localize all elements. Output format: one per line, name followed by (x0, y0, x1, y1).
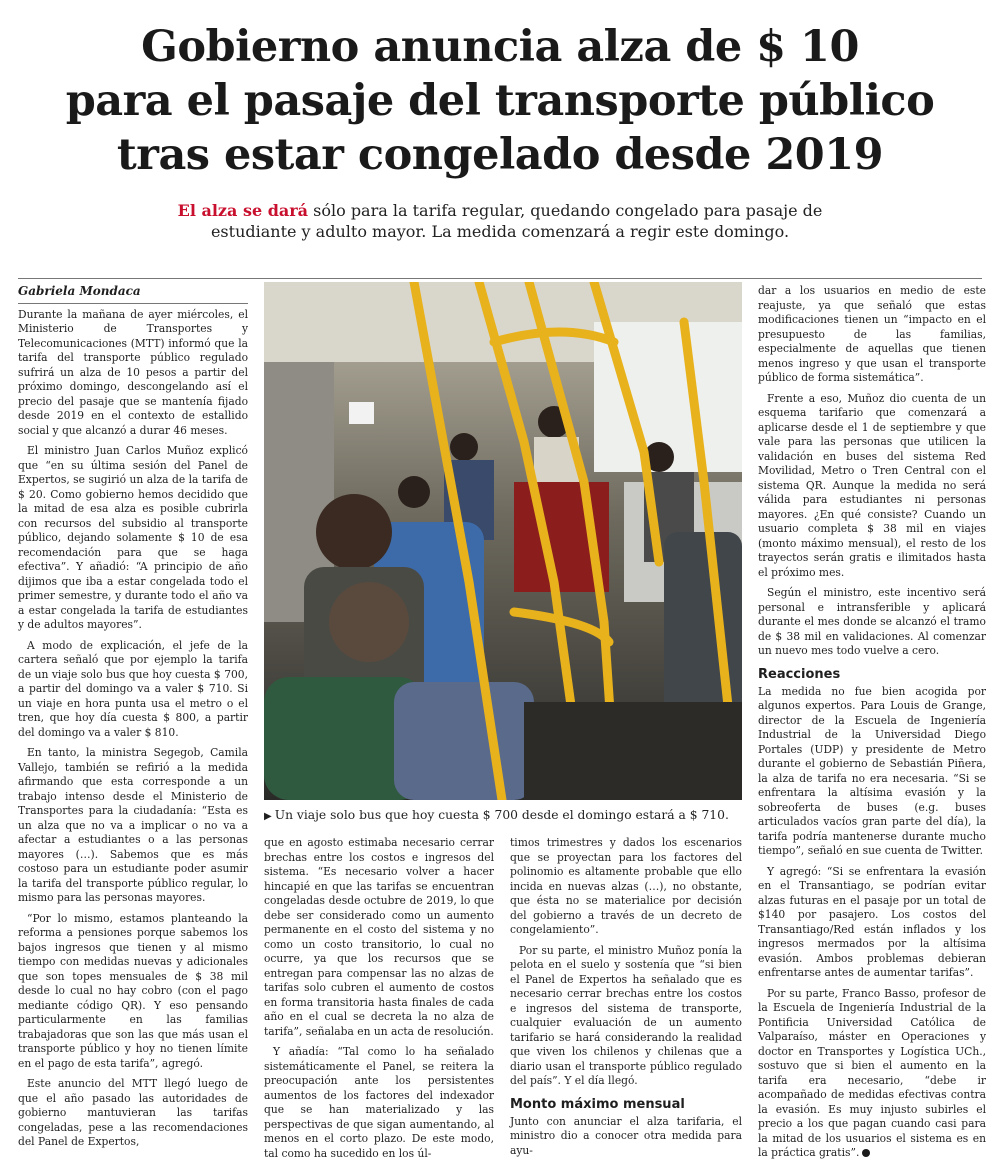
photo-illustration (264, 282, 742, 800)
column-3 (510, 836, 742, 1164)
deck-lead: El alza se dará (177, 201, 309, 220)
paragraph: En tanto, la ministra Segegob, Camila Vallejo, también se refirió a la medida afirmando que esta corresponde a un trabajo intenso desde el Ministerio de Transportes para la ciudadanía: “Esta es un alza que no va a implicar o no va a afectar a estudiantes o a las personas mayores (…). Sabemos que es más costoso para un estudiante poder asumir la tarifa del transporte público regular, lo mismo para las personas mayores. (18, 746, 248, 904)
subheading: Monto máximo mensual (510, 1096, 685, 1112)
triangle-icon: ▶ (264, 811, 272, 822)
paragraph: Frente a eso, Muñoz dio cuenta de un esquema tarifario que comenzará a aplicarse desde el 1 de septiembre y que vale para las personas que utilicen la validación en buses del sistema Red Movilidad, Metro o Tren Central con el sistema QR. Aunque la medida no será válida para estudiantes ni personas mayores. ¿En qué consiste? Cuando un usuario completa $ 38 mil en viajes (monto máximo mensual), el resto de los trayectos serán gratis e ilimitados hasta el próximo mes. (758, 391, 986, 579)
end-mark-icon (862, 1149, 870, 1157)
paragraph: Este anuncio del MTT llegó luego de que el año pasado las autoridades de gobierno mantuvieran las tarifas congeladas, pese a las recomendaciones del Panel de Expertos, (18, 1077, 248, 1148)
paragraph: Y añadía: “Tal como lo ha señalado sistemáticamente el Panel, se reitera la preocupación ante los persistentes aumentos de los factores del indexador que se han materializado y las perspectivas de que sigan aumentando, al menos en el corto plazo. De este modo, tal como ha sucedido en los úl- (264, 1045, 494, 1160)
headline-line-1: Gobierno anuncia alza de $ 10 (141, 22, 859, 72)
deck-summary (150, 200, 850, 242)
headline-line-3: tras estar congelado desde 2019 (116, 130, 884, 180)
paragraph (758, 987, 986, 1161)
paragraph: El ministro Juan Carlos Muñoz explicó que “en su última sesión del Panel de Expertos, se sugirió un alza de la tarifa de $ 20. Como gobierno hemos decidido que la mitad de esa alza es posible cubrirla con recursos del subsidio al transporte público, dejando solamente $ 10 de esa recomendación para que se haga efectiva”. Y añadió: “A principio de año dijimos que iba a estar congelada todo el primer semestre, y durante todo el año va a estar congelada la tarifa de estudiantes y de adultos mayores”. (18, 444, 248, 631)
column-1 (18, 284, 248, 1156)
caption-text: Un viaje solo bus que hoy cuesta $ 700 desde el domingo estará a $ 710. (274, 808, 729, 822)
headline (0, 20, 1000, 182)
paragraph-text: Por su parte, Franco Basso, profesor de la Escuela de Ingeniería Industrial de la Pontificia Universidad Católica de Valparaíso, máster en Operaciones y doctor en Transportes y Logística UCh., sostuvo que si bien el aumento en la tarifa era necesario, “debe ir acompañado de medidas efectivas contra la evasión. Es muy injusto subirles el precio a los que pagan cuando casi para la mitad de los usuarios el sistema es en la práctica gratis”. (758, 986, 986, 1159)
byline: Gabriela Mondaca (18, 284, 248, 304)
paragraph: A modo de explicación, el jefe de la cartera señaló que por ejemplo la tarifa de un viaje solo bus que hoy cuesta $ 700, a partir del domingo va a valer $ 710. Si un viaje en hora punta usa el metro o el tren, que hoy día cuesta $ 800, a partir del domingo va a valer $ 810. (18, 638, 248, 739)
paragraph: “Por lo mismo, estamos planteando la reforma a pensiones porque sabemos los bajos ingresos que tienen y al mismo tiempo con medidas nuevas y adicionales que son topes mensuales de $ 38 mil desde lo cual no hay cobro (con el pago mediante código QR). Y eso pensando particularmente en las familias trabajadoras que son las que más usan el transporte público y hoy no tienen límite en el pago de esta tarifa”, agregó. (18, 911, 248, 1070)
top-rule (18, 278, 982, 279)
column-2 (264, 836, 494, 1167)
deck-text: sólo para la tarifa regular, quedando congelado para pasaje de estudiante y adulto mayor. La medida comenzará a regir este domingo. (210, 201, 823, 241)
bus-interior-photo (264, 282, 742, 800)
paragraph: timos trimestres y dados los escenarios que se proyectan para los factores del polinomio es altamente probable que ello incida en nuevas alzas (…), no obstante, que ésta no se materialice por decisión del gobierno a través de un decreto de congelamiento”. (510, 836, 742, 936)
headline-line-2: para el pasaje del transporte público (65, 76, 935, 126)
photo-caption (264, 807, 742, 825)
paragraph: Y agregó: “Si se enfrentara la evasión en el Transantiago, se podrían evitar alzas futuras en el pasaje por un total de $140 por pasajero. Los costos del Transantiago/Red están inflados y los ingresos mermados por la altísima evasión. Ambos problemas debieran enfrentarse antes de aumentar tarifas”. (758, 864, 986, 979)
paragraph: Por su parte, el ministro Muñoz ponía la pelota en el suelo y sostenía que “si bien el Panel de Expertos ha señalado que es necesario cerrar brechas entre los costos e ingresos del sistema de transporte, cualquier evaluación de un aumento tarifario se hará considerando la realidad que viven los chilenos y chilenas que a diario usan el transporte público regulado del país”. Y el día llegó. (510, 943, 742, 1087)
paragraph: que en agosto estimaba necesario cerrar brechas entre los costos e ingresos del sistema. “Es necesario volver a hacer hincapié en que las tarifas se encuentran congeladas desde octubre de 2019, lo que debe ser considerado como un aumento permanente en el costo del sistema y no como un costo transitorio, lo cual no ocurre, ya que los recursos que se entregan para compensar las no alzas de tarifas solo cubren el aumento de costos en forma transitoria hasta finales de cada año en el cual se decreta la no alza de tarifa”, señalaba en un acta de resolución. (264, 836, 494, 1038)
paragraph: Junto con anunciar el alza tarifaria, el ministro dio a conocer otra medida para ayu- (510, 1114, 742, 1157)
subheading: Reacciones (758, 666, 841, 682)
paragraph: dar a los usuarios en medio de este reajuste, ya que señaló que estas modificaciones tienen un “impacto en el presupuesto de las familias, especialmente de aquellas que tienen menos ingreso y que usan el transporte público de forma sistemática”. (758, 284, 986, 384)
paragraph: Durante la mañana de ayer miércoles, el Ministerio de Transportes y Telecomunicaciones (MTT) informó que la tarifa del transporte público regulado sufrirá un alza de 10 pesos a partir del próximo domingo, descongelando así el precio del pasaje que se mantenía fijado desde 2019 en el contexto de estallido social y que alcanzó a durar 46 meses. (18, 307, 248, 437)
paragraph: Según el ministro, este incentivo será personal e intransferible y aplicará durante el mes donde se alcanzó el tramo de $ 38 mil en validaciones. Al comenzar un nuevo mes todo vuelve a cero. (758, 586, 986, 657)
paragraph: La medida no fue bien acogida por algunos expertos. Para Louis de Grange, director de la Escuela de Ingeniería Industrial de la Universidad Diego Portales (UDP) y presidente de Metro durante el gobierno de Sebastián Piñera, la alza de tarifa no era necesaria. “Si se enfrentara la altísima evasión y la sobreoferta de buses (e.g. buses articulados vacíos gran parte del día), la tarifa podría mantenerse durante mucho tiempo”, señaló en sue cuenta de Twitter. (758, 684, 986, 857)
column-4 (758, 284, 986, 1167)
